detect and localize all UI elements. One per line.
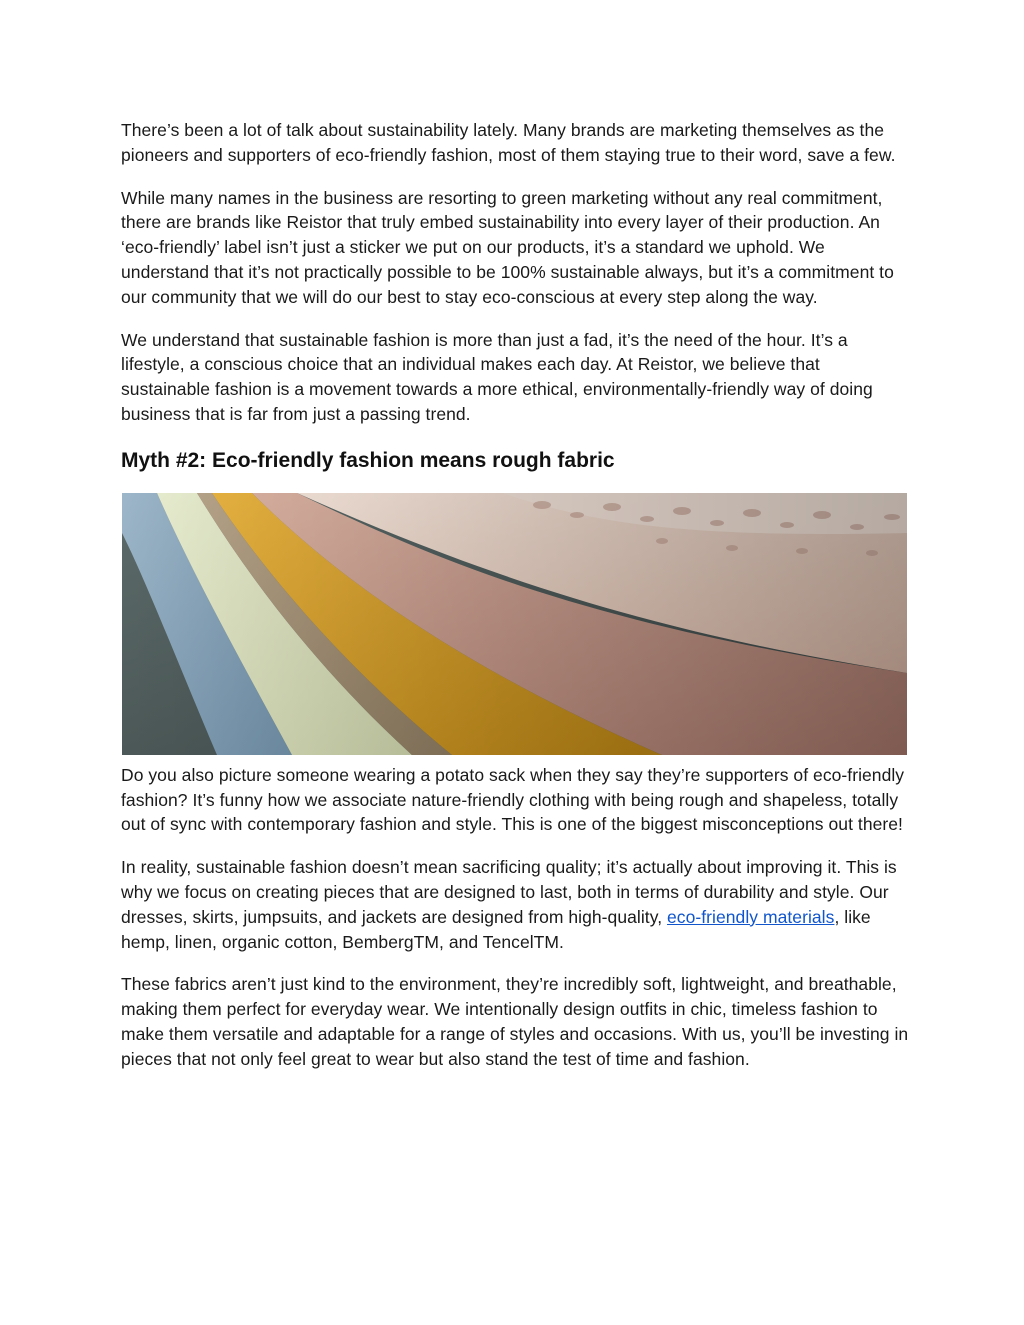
quality-paragraph — [121, 855, 911, 954]
eco-friendly-materials-link[interactable]: eco-friendly materials — [667, 906, 835, 927]
section-heading: Myth #2: Eco-friendly fashion means rough fabric — [121, 448, 615, 472]
fabric-swatches-photo — [122, 493, 907, 755]
intro-paragraph: There’s been a lot of talk about sustainability lately. Many brands are marketing themselves as the pioneers and supporters of eco-friendly fashion, most of them staying true to their word, save a few. — [121, 120, 896, 165]
quality-text: In reality, sustainable fashion doesn’t mean sacrificing quality; it’s actually about improving it. This is why we focus on creating pieces that are designed to last, both in terms of durability and style. Our dresses, skirts, jumpsuits, and jackets are designed from high-quality, — [121, 857, 897, 927]
misconception-paragraph: Do you also picture someone wearing a potato sack when they say they’re supporters of eco-friendly fashion? It’s funny how we associate nature-friendly clothing with being rough and shapeless, totally out of sync with contemporary fashion and style. This is one of the biggest misconceptions out there! — [121, 764, 905, 835]
greenwashing-paragraph: While many names in the business are resorting to green marketing without any real commitment, there are brands like Reistor that truly embed sustainability into every layer of their production. An ‘eco-friendly’ label isn’t just a sticker we put on our products, it’s a standard we uphold. We understand that it’s not practically possible to be 100% sustainable always, but it’s a commitment to our community that we will do our best to stay eco-conscious at every step along the way. — [121, 187, 894, 307]
movement-paragraph: We understand that sustainable fashion is more than just a fad, it’s the need of the hour. It’s a lifestyle, a conscious choice that an individual makes each day. At Reistor, we believe that sustainable fashion is a movement towards a more ethical, environmentally-friendly way of doing business that is far from just a passing trend. — [121, 329, 873, 424]
article-body — [121, 118, 911, 1090]
quality-text-end: , like hemp, linen, organic cotton, BembergTM, and TencelTM. — [121, 906, 871, 952]
closing-paragraph: These fabrics aren’t just kind to the environment, they’re incredibly soft, lightweight, and breathable, making them perfect for everyday wear. We intentionally design outfits in chic, timeless fashion to make them versatile and adaptable for a range of styles and occasions. With us, you’ll be investing in pieces that not only feel great to wear but also stand the test of time and fashion. — [121, 974, 909, 1069]
